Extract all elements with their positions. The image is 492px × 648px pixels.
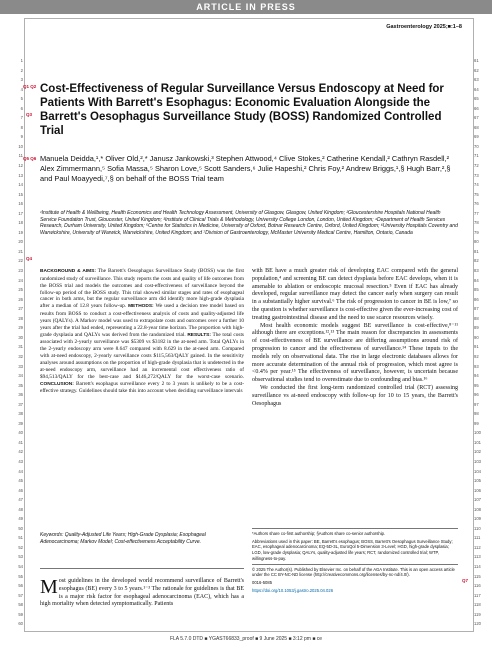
- line-number: 62: [474, 67, 479, 73]
- line-number: 74: [474, 182, 479, 188]
- line-number: 80: [474, 239, 479, 245]
- keywords: Keywords: Quality-Adjusted Life Years; High-Grade Dysplasia; Esophageal Adenocarcinoma; Markov Model; Cost-effectiveness Acceptability Curve.: [40, 532, 206, 545]
- line-number: 95: [474, 382, 479, 388]
- line-number: 105: [474, 478, 481, 484]
- line-number: 72: [474, 163, 479, 169]
- line-number: 112: [474, 544, 481, 550]
- line-number: 90: [474, 334, 479, 340]
- line-number: 50: [18, 525, 23, 531]
- query-tag-q4: Q4: [26, 256, 33, 261]
- line-number: 31: [18, 344, 23, 350]
- line-number: 16: [18, 201, 23, 207]
- line-number: 55: [18, 573, 23, 579]
- abstract-results: The total costs associated with 2-yearly surveillance was $5309 vs $3182 in the at-need arm. Total QALYs in the 2-yearly endoscopy arm were 8.647 compared with 8.629 in the at-need arm. Compared with at-need endoscopy, 2-yearly surveillance costs $115,563/QALY gained. In the sensitivity analyses around assumptions on the proportion of high-grade dysplasia that is undetected in the at-need endoscopy arm, surveillance had an incremental cost effectiveness ratio of $94,513/QALY for the best-case and $146,272/QALY for the worst-case scenario.: [40, 331, 244, 380]
- query-tag-q3: Q3: [26, 112, 33, 117]
- line-number: 6: [20, 105, 23, 111]
- line-number: 1: [20, 58, 23, 63]
- line-numbers-left: [9, 56, 23, 629]
- line-number: 115: [474, 573, 481, 579]
- abstract-background-label: BACKGROUND & AIMS:: [40, 269, 96, 274]
- article-title: Cost-Effectiveness of Regular Surveillance Versus Endoscopy at Need for Patients With Barrett's Esophagus: Economic Evaluation Alongside the Barrett's Oesophagus Surveillance Study (BOSS) Randomized Controlled Trial: [40, 83, 444, 137]
- line-number: 20: [18, 239, 23, 245]
- query-tag-q7: Q7: [462, 578, 469, 583]
- line-number: 48: [18, 506, 23, 512]
- line-number: 47: [18, 497, 23, 503]
- footnote-authorship: *Authors share co-first authorship; §Authors share co-senior authorship.: [252, 531, 386, 536]
- line-number: 76: [474, 201, 479, 207]
- line-number: 7: [20, 115, 23, 121]
- line-number: 35: [18, 382, 23, 388]
- line-number: 83: [474, 268, 479, 274]
- abstract-background: The Barrett's Oesophagus Surveillance Study (BOSS) was the first randomized study of surveillance. This study reports the costs and quality of life outcomes from the BOSS trial and models the outcomes and cost-effectiveness of surveillance beyond the follow-up period of the BOSS study. This trial showed similar stages and rates of esophageal cancer in both arms, but the regular surveillance arm did identify more high-grade dysplasia after a median of 12.8 years follow-up.: [40, 268, 244, 310]
- line-number: 94: [474, 373, 479, 379]
- line-number: 34: [18, 373, 23, 379]
- footnote-issn: 0016-5085: [252, 579, 273, 585]
- line-number: 22: [18, 258, 23, 264]
- abstract-divider: [40, 568, 244, 569]
- line-number: 101: [474, 439, 481, 445]
- line-number: 37: [18, 401, 23, 407]
- introduction-paragraph: [40, 578, 244, 609]
- drop-cap: M: [40, 576, 58, 598]
- line-number: 21: [18, 248, 23, 254]
- line-number: 103: [474, 458, 481, 464]
- line-number: 73: [474, 172, 479, 178]
- line-number: 3: [20, 77, 23, 83]
- proof-footer: FLA 5.7.0 DTD ■ YGAST66833_proof ■ 9 June 2025 ■ 3:12 pm ■ ce: [169, 636, 323, 642]
- line-number: 23: [18, 268, 23, 274]
- article-in-press-banner: ARTICLE IN PRESS: [0, 0, 492, 14]
- line-number: 82: [474, 258, 479, 264]
- line-number: 114: [474, 563, 481, 569]
- line-number: 116: [474, 583, 481, 589]
- line-number: 69: [474, 134, 479, 140]
- line-number: 109: [474, 516, 481, 522]
- line-number: 118: [474, 602, 481, 608]
- line-number: 36: [18, 392, 23, 398]
- footnote-rule: [252, 528, 458, 529]
- line-number: 57: [18, 592, 23, 598]
- body-paragraph-2: Most health economic models suggest BE surveillance is cost-effective,⁸⁻¹¹ although there are exceptions.¹²,¹³ The main reason for discrepancies in assessments of cost-effectiveness of BE surveillance are differing assumptions around risk of progression to cancer and the effectiveness of surveillance.¹⁴ These inputs to the models rely on observational data. The rise in large electronic databases allows for more accurate determination of the annual risk of progression, which most agree is <0.4% per year.¹⁵ The effectiveness of surveillance, however, is uncertain because observational studies tend to overestimate due to confounding and bias.¹⁶: [252, 322, 458, 384]
- line-number: 13: [18, 172, 23, 178]
- line-number: 67: [474, 115, 479, 121]
- line-number: 52: [18, 544, 23, 550]
- line-number: 119: [474, 611, 481, 617]
- body-paragraph-3: We conducted the first long-term randomized controlled trial (RCT) assessing surveillance vs at-need endoscopy with follow-up for 10 to 15 years, the Barrett's Oesophagus: [252, 384, 458, 407]
- line-number: 98: [474, 411, 479, 417]
- line-number: 110: [474, 525, 481, 531]
- right-column-body: [252, 268, 458, 408]
- line-number: 120: [474, 621, 481, 627]
- line-number: 59: [18, 611, 23, 617]
- line-number: 99: [474, 420, 479, 426]
- line-number: 92: [474, 353, 479, 359]
- footnote-abbreviations: Abbreviations used in this paper: BE, Barrett's esophagus; BOSS, Barrett's Oesophagus Surveillance Study; EAC, esophageal adenocarcinoma; EQ-5D-3L, EuroQol 5-Dimension 3-Level; HGD, high-grade dysplasia; LGD, low-grade dysplasia; QALYs, quality-adjusted life years; RCT, randomized controlled trial; WTP, willingness-to-pay.: [252, 538, 453, 561]
- line-number: 39: [18, 420, 23, 426]
- line-number: 63: [474, 77, 479, 83]
- abstract-methods-label: METHODS:: [128, 304, 154, 310]
- line-number: 18: [18, 220, 23, 226]
- abstract: [40, 268, 244, 395]
- footnotes: [252, 528, 458, 595]
- line-number: 29: [18, 325, 23, 331]
- line-number: 5: [20, 96, 23, 102]
- line-number: 25: [18, 287, 23, 293]
- line-number: 17: [18, 210, 23, 216]
- line-number: 117: [474, 592, 481, 598]
- introduction-text: ost guidelines in the developed world recommend surveillance of Barrett's esophagus (BE) every 3 to 5 years.¹⁻³ The rationale for guidelines is that BE is a major risk factor for esophageal adenocarcinoma (EAC), which has a high mortality when detected symptomatically. Patients: [40, 578, 244, 608]
- line-number: 75: [474, 191, 479, 197]
- line-number: 27: [18, 306, 23, 312]
- line-number: 71: [474, 153, 479, 159]
- line-number: 87: [474, 306, 479, 312]
- line-number: 38: [18, 411, 23, 417]
- line-number: 51: [18, 535, 23, 541]
- footnote-copyright: © 2025 The Author(s). Published by Elsevier Inc. on behalf of the AGA Institute. This is an open access article under the CC BY-NC-ND license (http://creativecommons.org/licenses/by-nc-nd/4.0/).: [252, 566, 455, 578]
- line-number: 12: [18, 163, 23, 169]
- line-number: 11: [18, 153, 23, 159]
- line-number: 49: [18, 516, 23, 522]
- line-numbers-right: [474, 56, 488, 629]
- line-number: 78: [474, 220, 479, 226]
- line-number: 46: [18, 487, 23, 493]
- abstract-results-label: RESULTS:: [187, 332, 211, 338]
- line-number: 107: [474, 497, 481, 503]
- line-number: 30: [18, 334, 23, 340]
- line-number: 15: [18, 191, 23, 197]
- line-number: 100: [474, 430, 481, 436]
- line-number: 88: [474, 315, 479, 321]
- line-number: 106: [474, 487, 481, 493]
- line-number: 45: [18, 478, 23, 484]
- line-number: 77: [474, 210, 479, 216]
- author-list: Manuela Deidda,¹,* Oliver Old,²,* Janusz Jankowski,³ Stephen Attwood,⁴ Clive Stokes,² Catherine Kendall,² Cathryn Rasdell,² Alex Zimmermann,⁵ Sofia Massa,⁵ Sharon Love,⁵ Scott Sanders,⁶ Julie Hapeshi,² Chris Foy,² Andrew Briggs,¹,§ Hugh Barr,²,§ and Paul Moayyedi,⁷,§ on behalf of the BOSS Trial team: [40, 154, 451, 183]
- line-number: 65: [474, 96, 479, 102]
- line-number: 54: [18, 563, 23, 569]
- line-number: 43: [18, 458, 23, 464]
- query-tag-q5: Q5 Q6: [23, 156, 37, 161]
- abstract-methods: We used a decision tree model based on results from BOSS to conduct a cost-effectiveness analysis of costs and quality-adjusted life years (QALYs). A Markov model was used to extrapolate costs and outcomes over a further 10 years after the trial had ended, representing a 22.8-year time horizon. The proportion with high-grade dysplasia and QALYs was derived from the randomized trial.: [40, 303, 244, 338]
- line-number: 44: [18, 468, 23, 474]
- line-number: 108: [474, 506, 481, 512]
- line-number: 9: [20, 134, 23, 140]
- line-number: 26: [18, 296, 23, 302]
- line-number: 53: [18, 554, 23, 560]
- line-number: 97: [474, 401, 479, 407]
- line-number: 70: [474, 143, 479, 149]
- footnote-doi[interactable]: https://doi.org/10.1053/j.gastro.2025.04.026: [252, 587, 334, 593]
- line-number: 19: [18, 229, 23, 235]
- line-number: 89: [474, 325, 479, 331]
- line-number: 40: [18, 430, 23, 436]
- line-number: 41: [18, 439, 23, 445]
- line-number: 28: [18, 315, 23, 321]
- line-number: 8: [20, 124, 23, 130]
- abstract-conclusion-label: CONCLUSION:: [40, 381, 74, 387]
- line-number: 58: [18, 602, 23, 608]
- line-number: 4: [20, 86, 23, 92]
- line-number: 14: [18, 182, 23, 188]
- line-number: 32: [18, 353, 23, 359]
- line-number: 42: [18, 449, 23, 455]
- footnote-rule-2: [252, 564, 458, 565]
- line-number: 102: [474, 449, 481, 455]
- line-number: 56: [18, 583, 23, 589]
- line-number: 96: [474, 392, 479, 398]
- line-number: 2: [20, 67, 23, 73]
- line-number: 113: [474, 554, 481, 560]
- journal-reference: Gastroenterology 2025;■:1–8: [386, 24, 462, 30]
- line-number: 104: [474, 468, 481, 474]
- line-number: 33: [18, 363, 23, 369]
- query-tag-q1: Q1 Q2: [23, 84, 37, 89]
- body-paragraph-1: with BE have a much greater risk of developing EAC compared with the general population,⁴ and screening BE can detect dysplasia before EAC develops, when it is amenable to ablation or endoscopic mucosal resection.⁵ Even if EAC has already developed, regular surveillance may detect the cancer early when surgery can result in a substantially higher survival.⁶ The risk of progression to cancer in BE is low,⁷ so the question is whether surveillance is cost-effective given the ever-increasing cost of treating gastrointestinal disease and the need to use scarce resources wisely.: [252, 268, 458, 321]
- affiliations: ¹Institute of Health & Wellbeing, Health Economics and Health Technology Assessment, University of Glasgow, Glasgow, United Kingdom; ²Gloucestershire Hospitals National Health Service Foundation Trust, Gloucester, United Kingdom; ³Institute of Clinical Trials & Methodology, University College London, London, United Kingdom; ⁴Department of Health Services Research, Durham University, United Kingdom; ⁵Centre for Statistics in Medicine, University of Oxford, Botnar Research Centre, Oxford, United Kingdom; ⁶University Hospitals Coventry and Warwickshire, University of Warwick, Warwickshire, United Kingdom; and ⁷Division of Gastroenterology, McMaster University Medical Centre, Hamilton, Ontario, Canada: [40, 210, 458, 236]
- line-number: 91: [474, 344, 479, 350]
- line-number: 10: [18, 143, 23, 149]
- line-number: 84: [474, 277, 479, 283]
- line-number: 66: [474, 105, 479, 111]
- line-number: 86: [474, 296, 479, 302]
- line-number: 93: [474, 363, 479, 369]
- abstract-conclusion: Barrett's esophagus surveillance every 2 to 3 years is unlikely to be a cost-effective strategy. Guidelines should take this into account when deciding surveillance intervals: [40, 380, 245, 395]
- line-number: 85: [474, 287, 479, 293]
- line-number: 64: [474, 86, 479, 92]
- line-number: 60: [18, 621, 23, 627]
- line-number: 81: [474, 248, 479, 254]
- line-number: 61: [474, 58, 479, 63]
- line-number: 24: [18, 277, 23, 283]
- line-number: 68: [474, 124, 479, 130]
- line-number: 79: [474, 229, 479, 235]
- line-number: 111: [474, 535, 481, 541]
